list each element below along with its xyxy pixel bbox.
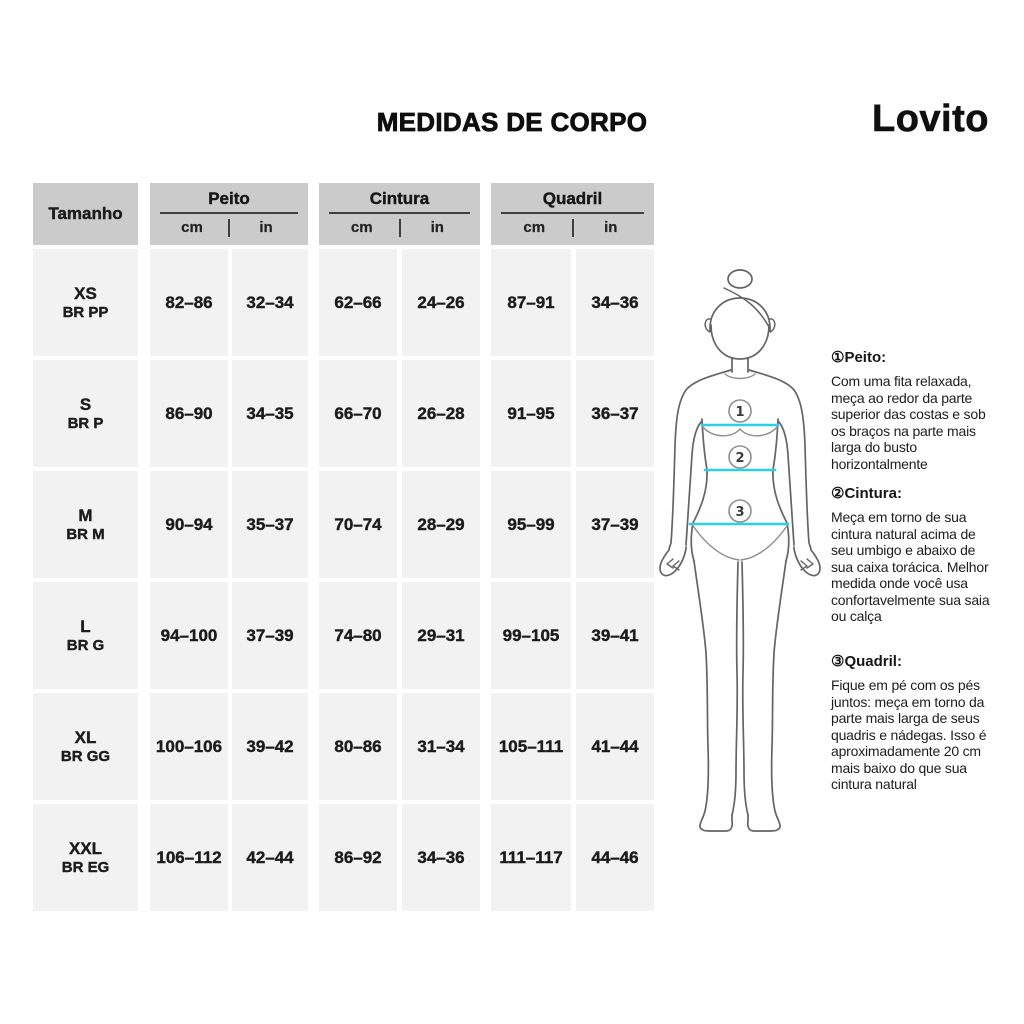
measurement-value: 24–26 [402, 249, 480, 356]
measurement-value: 94–100 [150, 582, 228, 689]
measurement-value: 62–66 [319, 249, 397, 356]
measurement-value: 86–92 [319, 804, 397, 911]
measurement-value: 42–44 [232, 804, 308, 911]
measurement-value: 87–91 [491, 249, 571, 356]
column-header-tamanho: Tamanho [33, 183, 138, 245]
measurement-value: 105–111 [491, 693, 571, 800]
br-size-label: BR GG [60, 747, 111, 765]
column-group-quadril [491, 183, 654, 245]
marker-3-number: 3 [735, 505, 745, 520]
measurement-value: 28–29 [402, 471, 480, 578]
guide-body: Com uma fita relaxada, meça ao redor da parte superior das costas e sob os braços na parte mais larga do busto horizontalmente [831, 373, 986, 472]
size-table [33, 183, 654, 911]
hand-left-fingers [667, 559, 679, 570]
measurement-value: 31–34 [402, 693, 480, 800]
guide-section-cintura [831, 484, 991, 625]
unit-label-cm: cm [181, 219, 203, 236]
guide-heading: ②Cintura: [831, 485, 902, 502]
measurement-value: 26–28 [402, 360, 480, 467]
measurement-value: 91–95 [491, 360, 571, 467]
size-label: XS [74, 283, 97, 303]
unit-label-in: in [259, 219, 273, 236]
size-cell-xxl [33, 804, 138, 911]
guide-body: Meça em torno de sua cintura natural acima de seu umbigo e abaixo de sua caixa torácica. Melhor medida onde você usa confortavelmente sua saia ou calça [831, 509, 990, 624]
guide-section-peito [831, 348, 991, 472]
size-label: M [78, 505, 93, 525]
hand-left [660, 547, 686, 576]
measurement-value: 35–37 [232, 471, 308, 578]
measurement-value: 39–42 [232, 693, 308, 800]
leg-left-inner [732, 562, 738, 815]
hand-right [794, 547, 820, 576]
measurement-value: 90–94 [150, 471, 228, 578]
measurement-value: 66–70 [319, 360, 397, 467]
guide-heading: ③Quadril: [831, 653, 902, 670]
unit-label-cm: cm [523, 219, 546, 236]
guide-body: Fique em pé com os pés juntos: meça em torno da parte mais larga de seus quadris e nádegas. Isso é aproximadamente 20 cm mais baixo do que sua cintura natural [831, 677, 987, 792]
measurement-value: 34–36 [402, 804, 480, 911]
measurement-value: 70–74 [319, 471, 397, 578]
leg-right-inner [742, 562, 748, 815]
measurement-value: 95–99 [491, 471, 571, 578]
br-size-label: BR M [66, 525, 105, 543]
measurement-value: 82–86 [150, 249, 228, 356]
measurement-value: 29–31 [402, 582, 480, 689]
page-title: MEDIDAS DE CORPO [376, 107, 648, 137]
leg-right-outer [748, 561, 786, 831]
measurement-value: 41–44 [576, 693, 654, 800]
measurement-value: 36–37 [576, 360, 654, 467]
size-cell-xs [33, 249, 138, 356]
br-size-label: BR G [66, 636, 105, 654]
measurement-value: 106–112 [150, 804, 228, 911]
leg-left-outer [694, 561, 732, 831]
measurement-value: 44–46 [576, 804, 654, 911]
hand-right-fingers [801, 559, 813, 570]
group-label: Cintura [369, 189, 430, 208]
measurement-value: 111–117 [491, 804, 571, 911]
size-cell-s [33, 360, 138, 467]
br-size-label: BR EG [61, 858, 110, 876]
measurement-value: 39–41 [576, 582, 654, 689]
size-label: XL [74, 727, 97, 747]
bikini-line [693, 526, 787, 560]
measurement-value: 34–35 [232, 360, 308, 467]
size-cell-xl [33, 693, 138, 800]
bust-curves [702, 426, 778, 436]
measurement-value: 80–86 [319, 693, 397, 800]
body-figure [652, 255, 827, 835]
collar-line [725, 374, 755, 379]
guide-section-quadril [831, 652, 991, 793]
size-cell-m [33, 471, 138, 578]
face-outline [711, 325, 769, 359]
measurement-value: 74–80 [319, 582, 397, 689]
measurement-value: 37–39 [576, 471, 654, 578]
unit-label-cm: cm [350, 219, 373, 236]
marker-1-number: 1 [735, 405, 745, 420]
unit-label-in: in [430, 219, 444, 236]
size-cell-l [33, 582, 138, 689]
group-label: Quadril [542, 189, 603, 208]
measurement-value: 100–106 [150, 693, 228, 800]
brand-logo: Lovito [872, 98, 989, 140]
size-label: XXL [68, 838, 103, 858]
group-label: Peito [208, 189, 250, 208]
guide-heading: ①Peito: [831, 349, 887, 366]
measurement-value: 86–90 [150, 360, 228, 467]
size-label: S [79, 394, 92, 414]
measurement-value: 99–105 [491, 582, 571, 689]
measurement-value: 37–39 [232, 582, 308, 689]
column-group-cintura [319, 183, 480, 245]
column-group-peito [150, 183, 308, 245]
marker-2-number: 2 [735, 451, 745, 466]
measurement-value: 32–34 [232, 249, 308, 356]
br-size-label: BR PP [62, 303, 109, 321]
hair-bun [728, 270, 752, 288]
br-size-label: BR P [67, 414, 104, 432]
size-label: L [80, 616, 91, 636]
neck [732, 358, 748, 372]
measurement-value: 34–36 [576, 249, 654, 356]
unit-label-in: in [604, 219, 618, 236]
